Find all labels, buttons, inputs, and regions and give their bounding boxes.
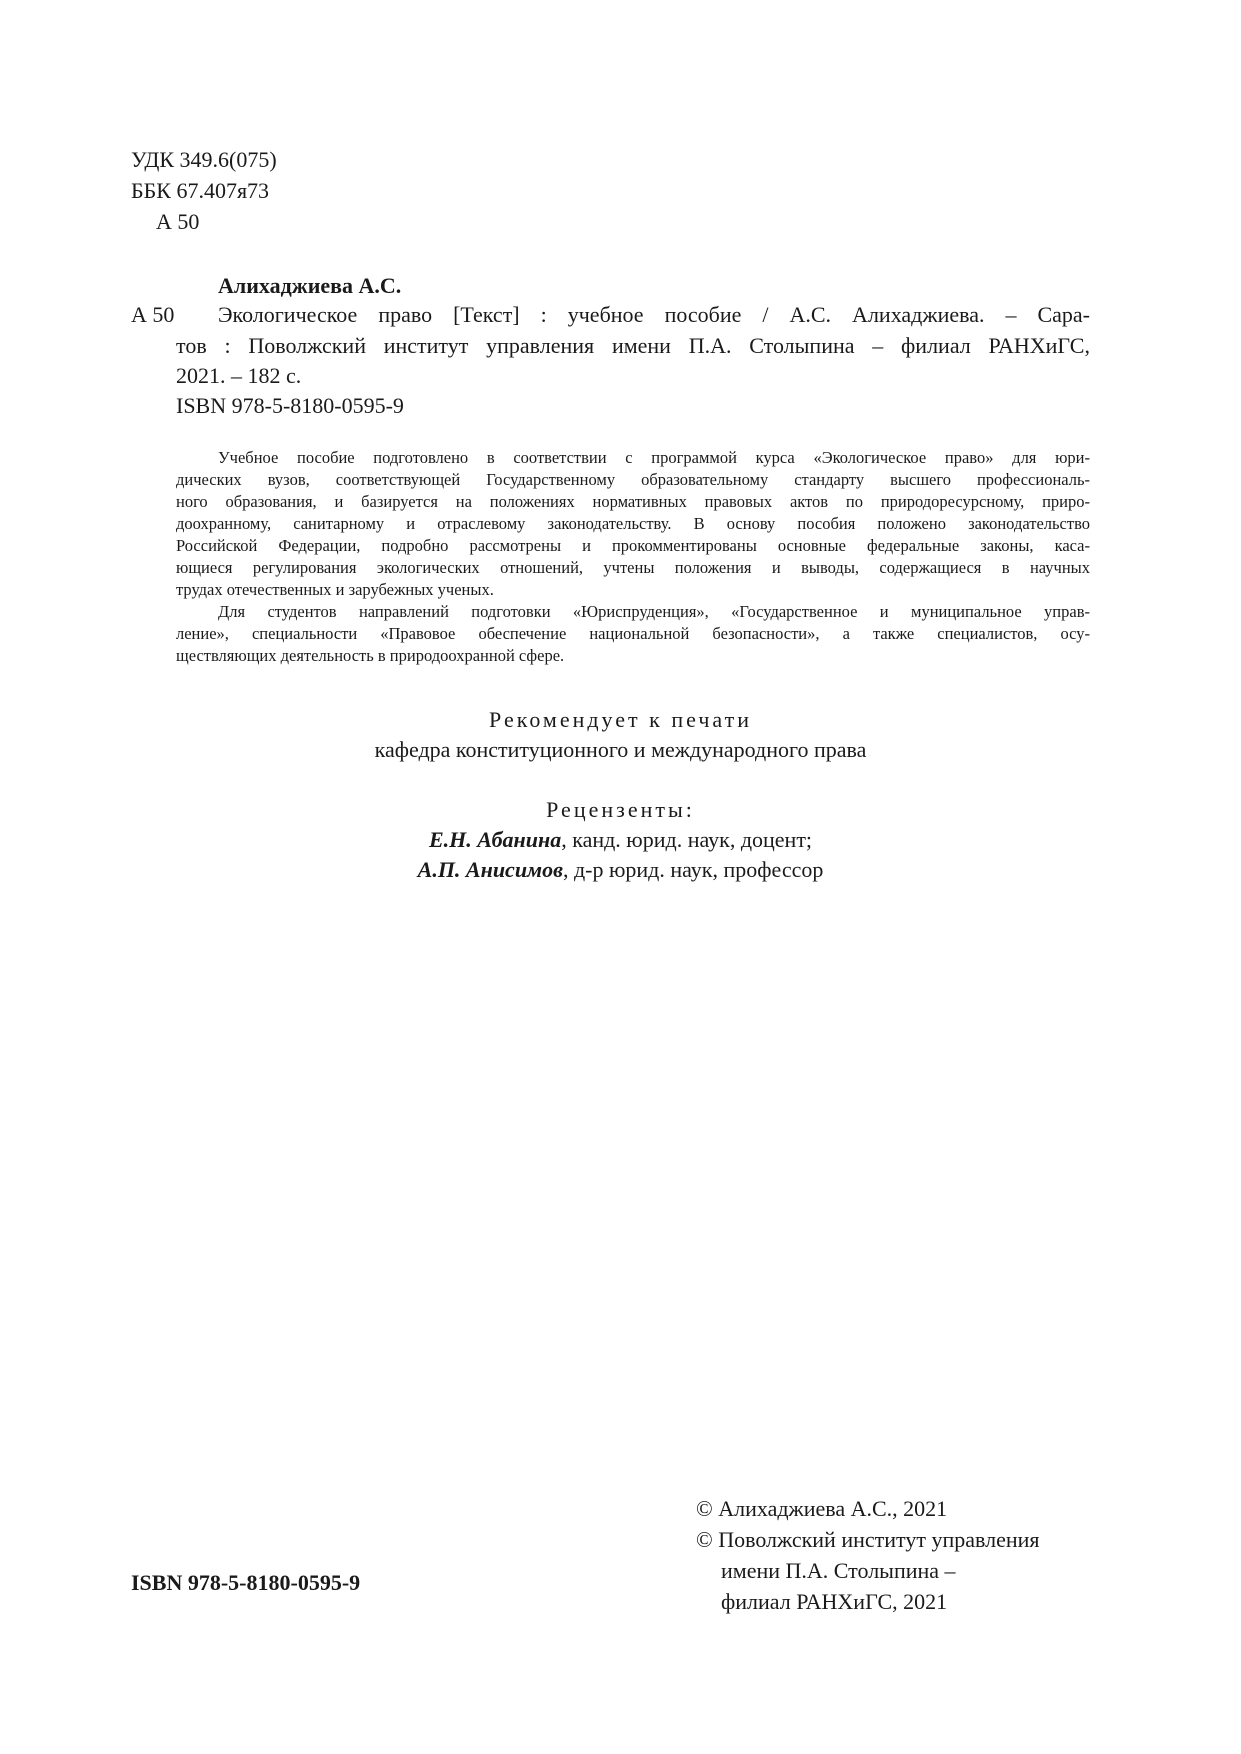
footer-isbn: ISBN 978-5-8180-0595-9 xyxy=(131,1570,361,1595)
annotation-line: Учебное пособие подготовлено в соответствии с программой курса «Экологическое право» для юри- xyxy=(218,448,1090,467)
recommendation-body: кафедра конституционного и международного права xyxy=(374,737,867,762)
reviewer-name: А.П. Анисимов xyxy=(417,857,563,882)
catalog-code: А 50 xyxy=(131,302,175,327)
author-sign: А 50 xyxy=(156,209,200,234)
annotation-line: Российской Федерации, подробно рассмотрены и прокомментированы основные федеральные законы, каса- xyxy=(176,536,1090,555)
reviewer-details: , д-р юрид. наук, профессор xyxy=(562,857,824,882)
catalog-author: Алихаджиева А.С. xyxy=(218,273,402,298)
reviewer-name: Е.Н. Абанина xyxy=(428,827,562,852)
copyright-line: © Поволжский институт управления xyxy=(696,1527,1040,1552)
recommendation-heading: Рекомендует к печати xyxy=(489,707,752,732)
catalog-line-3: 2021. – 182 с. xyxy=(176,363,302,388)
annotation-line: ществляющих деятельность в природоохранной сфере. xyxy=(176,646,565,665)
reviewer-details: , канд. юрид. наук, доцент; xyxy=(561,827,813,852)
annotation-line: ление», специальности «Правовое обеспечение национальной безопасности», а также специалистов, осу- xyxy=(176,624,1090,643)
annotation-line: ющиеся регулирования экологических отношений, учтены положения и выводы, содержащиеся в научных xyxy=(176,558,1090,577)
udk-code: УДК 349.6(075) xyxy=(131,147,277,172)
annotation-line: ного образования, и базируется на положениях нормативных правовых актов по природоресурсному, приро- xyxy=(176,492,1090,511)
reviewers-heading: Рецензенты: xyxy=(546,797,695,822)
reviewer-item xyxy=(0,855,1241,885)
copyright-line: © Алихаджиева А.С., 2021 xyxy=(696,1496,948,1521)
copyright-line: имени П.А. Столыпина – xyxy=(721,1558,956,1583)
catalog-line-2: тов : Поволжский институт управления имени П.А. Столыпина – филиал РАНХиГС, xyxy=(176,333,1090,358)
copyright-line: филиал РАНХиГС, 2021 xyxy=(721,1589,948,1614)
annotation-line: дических вузов, соответствующей Государственному образовательному стандарту высшего профессиональ- xyxy=(176,470,1090,489)
annotation-line: Для студентов направлений подготовки «Юриспруденция», «Государственное и муниципальное управ- xyxy=(218,602,1090,621)
annotation-line: доохранному, санитарному и отраслевому законодательству. В основу пособия положено законодательство xyxy=(176,514,1090,533)
reviewer-item xyxy=(0,825,1241,855)
catalog-line-1: Экологическое право [Текст] : учебное пособие / А.С. Алихаджиева. – Сара- xyxy=(218,302,1090,327)
catalog-isbn: ISBN 978-5-8180-0595-9 xyxy=(176,393,404,418)
bbk-code: ББК 67.407я73 xyxy=(131,178,270,203)
annotation-line: трудах отечественных и зарубежных ученых. xyxy=(176,580,494,599)
